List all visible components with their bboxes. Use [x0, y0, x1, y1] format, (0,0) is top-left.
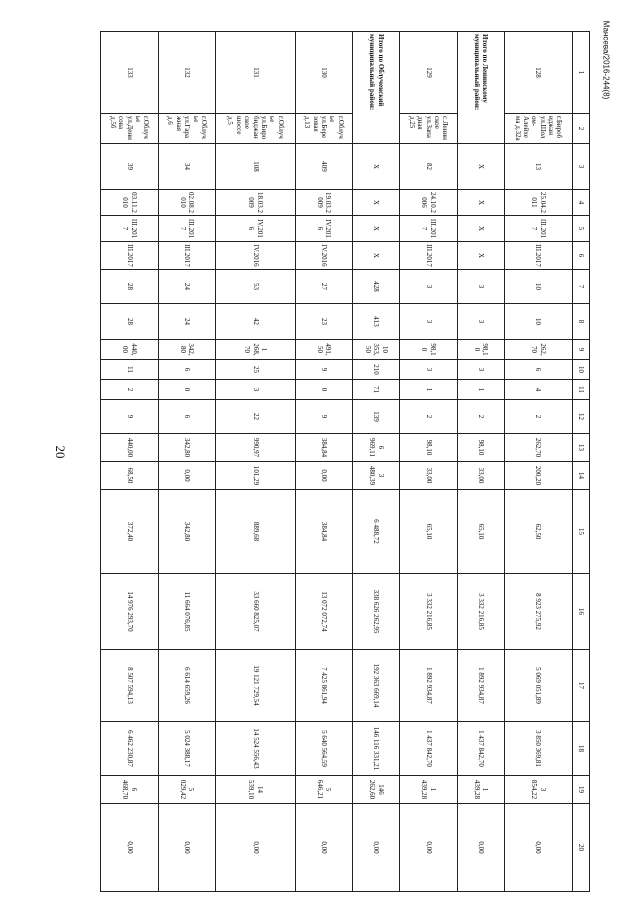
table-cell: 1 439,28 — [400, 776, 458, 804]
table-cell: 3 — [216, 380, 295, 400]
table-cell: 24 — [158, 304, 216, 340]
table-cell: 210 — [353, 360, 400, 380]
table-cell: 3 — [457, 360, 504, 380]
table-cell: 8 507 594,13 — [101, 650, 159, 722]
header-cell: 15 — [573, 490, 590, 574]
table-cell: X — [457, 144, 504, 190]
table-cell: 3 — [400, 360, 458, 380]
table-cell: 6 — [158, 360, 216, 380]
header-cell: 11 — [573, 380, 590, 400]
table-cell: 9 — [101, 400, 159, 434]
table-cell: 28 — [101, 304, 159, 340]
table-cell: 3 332 216,85 — [457, 574, 504, 650]
table-cell: 1 268,70 — [216, 340, 295, 360]
table-cell: III.2017 — [504, 242, 572, 270]
row-number: 129 — [400, 32, 458, 114]
table-cell: 990,97 — [216, 434, 295, 462]
table-cell: 98,10 — [457, 434, 504, 462]
table-cell: 2 — [101, 380, 159, 400]
table-cell: 71 — [353, 380, 400, 400]
table-cell: 491,50 — [295, 340, 353, 360]
table-cell: 192 363 669,14 — [353, 650, 400, 722]
side-note: Мансева/2016-244(8) — [601, 20, 611, 100]
table-cell: 0,00 — [295, 804, 353, 892]
table-cell: X — [353, 216, 400, 242]
table-cell: 82 — [400, 144, 458, 190]
table-cell: X — [353, 144, 400, 190]
header-cell: 20 — [573, 804, 590, 892]
table-cell: 65,10 — [400, 490, 458, 574]
table-cell: 0,00 — [101, 804, 159, 892]
table-cell: 3 — [457, 304, 504, 340]
table-cell: 0,00 — [504, 804, 572, 892]
table-cell: 342,80 — [158, 490, 216, 574]
table-cell: X — [457, 242, 504, 270]
table-cell: 0,00 — [400, 804, 458, 892]
header-cell: 12 — [573, 400, 590, 434]
table-cell: 889,68 — [216, 490, 295, 574]
table-cell: 4 — [504, 380, 572, 400]
row-number: 130 — [295, 32, 353, 114]
header-row — [573, 32, 590, 892]
table-cell: 11 — [101, 360, 159, 380]
table-row — [504, 32, 572, 892]
header-cell: 1 — [573, 32, 590, 114]
table-cell: 10 — [504, 304, 572, 340]
table-cell: 27 — [295, 270, 353, 304]
table-cell: 342,80 — [158, 434, 216, 462]
table-cell: 19.03.2009 — [295, 190, 353, 216]
table-cell: 3 332 216,85 — [400, 574, 458, 650]
table-cell: 1 — [457, 380, 504, 400]
table-cell: 0,00 — [457, 804, 504, 892]
table-cell: 98,10 — [400, 434, 458, 462]
table-cell: 62,50 — [504, 490, 572, 574]
table-cell: 5 024 388,17 — [158, 722, 216, 776]
table-cell: 2 — [400, 400, 458, 434]
table-cell: 9 — [295, 400, 353, 434]
table-cell: 3 850 369,81 — [504, 722, 572, 776]
table-cell: III.2017 — [101, 216, 159, 242]
address-cell: г.Облучье ул.Биробиджанское шоссе д.5 — [216, 114, 295, 144]
table-cell: 24.10.2006 — [400, 190, 458, 216]
table-row — [216, 32, 295, 892]
table-cell: 372,40 — [101, 490, 159, 574]
table-cell: 6 — [158, 400, 216, 434]
table-cell: 9 — [295, 360, 353, 380]
summary-label: Итого по Ленинскому муниципальный район: — [457, 32, 504, 144]
table-cell: 33,00 — [400, 462, 458, 490]
header-cell: 3 — [573, 144, 590, 190]
table-cell: 1 892 934,87 — [457, 650, 504, 722]
table-cell: III.2017 — [504, 216, 572, 242]
header-cell: 2 — [573, 114, 590, 144]
table-cell: X — [457, 216, 504, 242]
table-cell: 1 892 934,87 — [400, 650, 458, 722]
table-cell: 200,20 — [504, 462, 572, 490]
table-cell: 413 — [353, 304, 400, 340]
table-cell: 262,70 — [504, 434, 572, 462]
table-row — [101, 32, 159, 892]
table-cell: X — [457, 190, 504, 216]
table-cell: 6 969,11 — [353, 434, 400, 462]
table-cell: 6 462 230,87 — [101, 722, 159, 776]
table-cell: 34 — [158, 144, 216, 190]
table-cell: 33 660 825,07 — [216, 574, 295, 650]
table-cell: 1 437 842,70 — [457, 722, 504, 776]
table-cell: 0,00 — [216, 804, 295, 892]
table-cell: III.2017 — [400, 216, 458, 242]
table-cell: III.2017 — [158, 242, 216, 270]
header-cell: 4 — [573, 190, 590, 216]
table-cell: 14 976 293,70 — [101, 574, 159, 650]
table-cell: III.2017 — [101, 242, 159, 270]
table-cell: 33,00 — [457, 462, 504, 490]
table-cell: 5 029,42 — [158, 776, 216, 804]
table-cell: 25 — [216, 360, 295, 380]
table-cell: III.2017 — [400, 242, 458, 270]
table-cell: 68,50 — [101, 462, 159, 490]
address-cell: г.Облучье ул.Березовая д.13 — [295, 114, 353, 144]
table-cell: 39 — [101, 144, 159, 190]
header-cell: 10 — [573, 360, 590, 380]
table-cell: 11 664 076,85 — [158, 574, 216, 650]
table-cell: 10 353,50 — [353, 340, 400, 360]
table-cell: 146 116 331,21 — [353, 722, 400, 776]
header-cell: 5 — [573, 216, 590, 242]
table-cell: 28 — [101, 270, 159, 304]
table-cell: 8 923 275,92 — [504, 574, 572, 650]
table-cell: III.2017 — [158, 216, 216, 242]
table-cell: IV.2016 — [216, 242, 295, 270]
table-cell: 338 626 262,95 — [353, 574, 400, 650]
row-number: 131 — [216, 32, 295, 114]
table-cell: 7 425 861,94 — [295, 650, 353, 722]
table-wrapper — [100, 31, 590, 891]
table-cell: 440,00 — [101, 434, 159, 462]
table-cell: 0 — [295, 380, 353, 400]
table-cell: 139 — [353, 400, 400, 434]
table-cell: 3 854,22 — [504, 776, 572, 804]
header-cell: 16 — [573, 574, 590, 650]
table-cell: 6 488,72 — [353, 490, 400, 574]
table-cell: 1 437 842,70 — [400, 722, 458, 776]
table-cell: 5 069 051,89 — [504, 650, 572, 722]
table-cell: 2 — [504, 400, 572, 434]
table-cell: 3 — [400, 270, 458, 304]
table-cell: X — [353, 190, 400, 216]
table-cell: 19 121 729,54 — [216, 650, 295, 722]
table-cell: 65,10 — [457, 490, 504, 574]
table-row — [295, 32, 353, 892]
table-cell: X — [353, 242, 400, 270]
table-cell: 2 — [457, 400, 504, 434]
table-cell: 1 439,28 — [457, 776, 504, 804]
table-cell: 14 539,10 — [216, 776, 295, 804]
table-cell: 03.11.2010 — [101, 190, 159, 216]
header-cell: 18 — [573, 722, 590, 776]
table-cell: 6 468,70 — [101, 776, 159, 804]
table-cell: 342,80 — [158, 340, 216, 360]
summary-label: Итого по Облученский муниципальный район: — [353, 32, 400, 144]
table-cell: 25.04.2011 — [504, 190, 572, 216]
table-cell: 22 — [216, 400, 295, 434]
table-cell: 0,00 — [158, 462, 216, 490]
row-number: 128 — [504, 32, 572, 114]
table-row — [400, 32, 458, 892]
table-cell: 6 614 659,26 — [158, 650, 216, 722]
table-cell: 42 — [216, 304, 295, 340]
table-cell: 3 — [400, 304, 458, 340]
header-cell: 13 — [573, 434, 590, 462]
header-cell: 9 — [573, 340, 590, 360]
header-cell: 17 — [573, 650, 590, 722]
summary-row — [457, 32, 504, 892]
table-cell: 440,00 — [101, 340, 159, 360]
table-cell: IV.2016 — [216, 216, 295, 242]
table-cell: 24 — [158, 270, 216, 304]
table-cell: 409 — [295, 144, 353, 190]
table-cell: IV.2016 — [295, 216, 353, 242]
table-cell: 98,10 — [400, 340, 458, 360]
summary-row — [353, 32, 400, 892]
table-cell: 02.08.2010 — [158, 190, 216, 216]
address-cell: г.Облучье ул.Гаражная д.6 — [158, 114, 216, 144]
table-cell: 146 262,60 — [353, 776, 400, 804]
table-cell: 101,29 — [216, 462, 295, 490]
table-cell: 5 640 564,59 — [295, 722, 353, 776]
table-cell: 53 — [216, 270, 295, 304]
page-number: 20 — [53, 445, 68, 459]
header-cell: 19 — [573, 776, 590, 804]
table-cell: IV.2016 — [295, 242, 353, 270]
address-cell: г.Биробиджан ул.Шолом-Алейхема д.32а — [504, 114, 572, 144]
header-cell: 6 — [573, 242, 590, 270]
table-cell: 3 — [457, 270, 504, 304]
table-cell: 18.03.2009 — [216, 190, 295, 216]
table-cell: 0,00 — [295, 462, 353, 490]
table-cell: 0 — [158, 380, 216, 400]
table-cell: 262,70 — [504, 340, 572, 360]
table-cell: 3 480,39 — [353, 462, 400, 490]
table-cell: 0,00 — [158, 804, 216, 892]
address-cell: г.Облучье ул.Денисова д.5б — [101, 114, 159, 144]
table-cell: 1 — [400, 380, 458, 400]
table-row — [158, 32, 216, 892]
table-cell: 108 — [216, 144, 295, 190]
header-cell: 14 — [573, 462, 590, 490]
table-cell: 13 — [504, 144, 572, 190]
data-table — [100, 31, 590, 892]
table-cell: 14 524 556,43 — [216, 722, 295, 776]
table-cell: 384,84 — [295, 490, 353, 574]
table-cell: 13 072 072,74 — [295, 574, 353, 650]
header-cell: 7 — [573, 270, 590, 304]
address-cell: с.Ленинское ул.Западная д.25 — [400, 114, 458, 144]
table-cell: 6 — [504, 360, 572, 380]
row-number: 132 — [158, 32, 216, 114]
header-cell: 8 — [573, 304, 590, 340]
table-cell: 0,00 — [353, 804, 400, 892]
table-cell: 384,84 — [295, 434, 353, 462]
table-cell: 98,10 — [457, 340, 504, 360]
table-cell: 23 — [295, 304, 353, 340]
table-cell: 10 — [504, 270, 572, 304]
table-cell: 428 — [353, 270, 400, 304]
table-cell: 5 646,21 — [295, 776, 353, 804]
row-number: 133 — [101, 32, 159, 114]
